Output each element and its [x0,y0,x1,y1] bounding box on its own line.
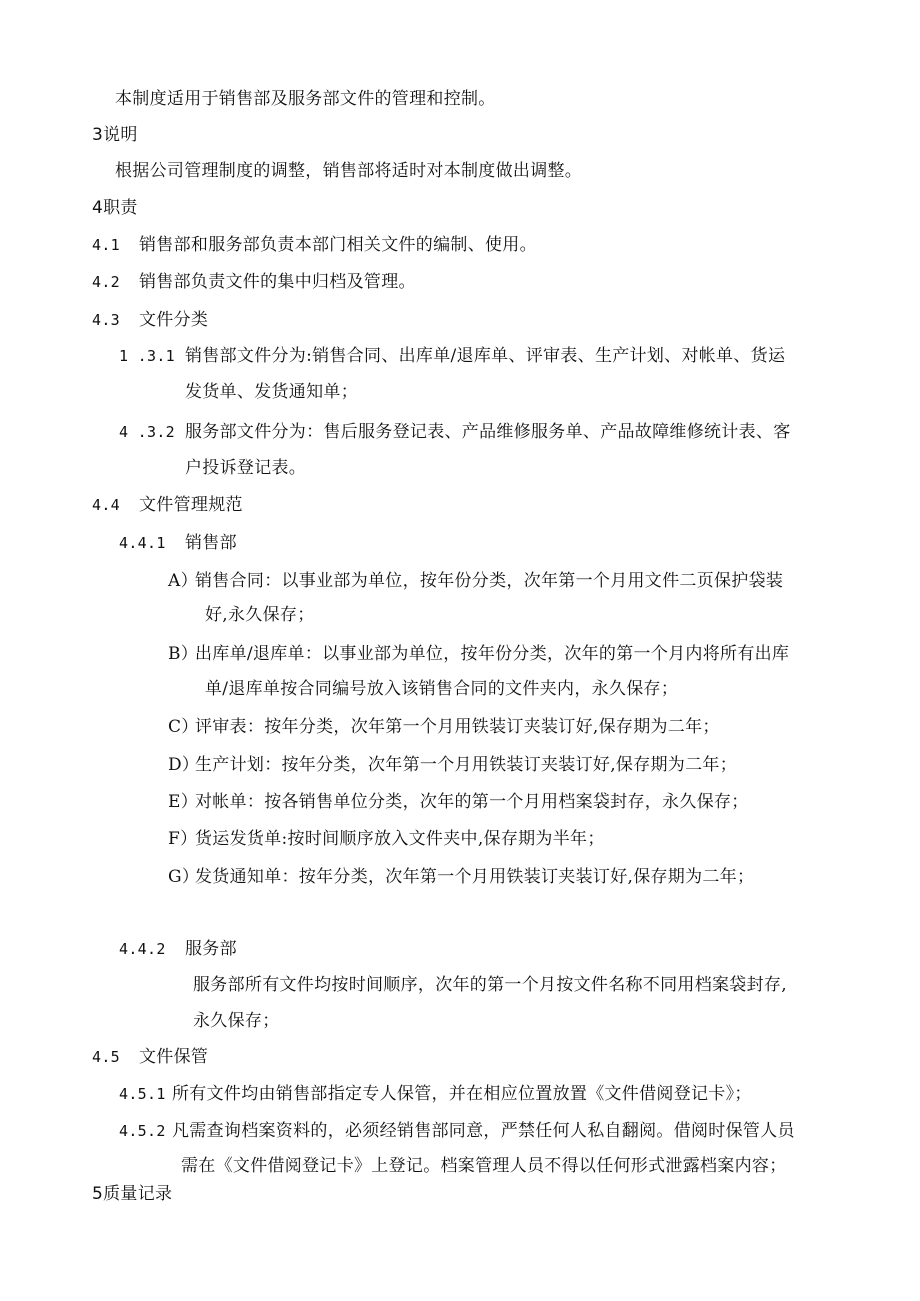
list-item-label: D） [168,755,200,775]
item-4-3-2-line1: 服务部文件分为：售后服务登记表、产品维修服务单、产品故障维修统计表、客 [185,422,791,442]
list-item-label: C） [168,717,199,737]
section-4-heading: 4职责 [92,198,138,218]
item-4-5-1-number: 4.5.1 [119,1085,166,1103]
scope-text: 本制度适用于销售部及服务部文件的管理和控制。 [115,89,496,109]
list-item-text: 评审表：按年分类，次年第一个月用铁装订夹装订好,保存期为二年； [195,717,720,737]
list-item-label: F） [168,829,198,849]
item-4-4-number: 4.4 [92,496,120,514]
item-4-1-text: 销售部和服务部负责本部门相关文件的编制、使用。 [139,235,537,255]
item-4-4-2-line1: 服务部所有文件均按时间顺序，次年的第一个月按文件名称不同用档案袋封存, [193,975,787,995]
list-item-text: 出库单/退库单：以事业部为单位，按年份分类，次年的第一个月内将所有出库 [195,644,790,664]
item-4-5-2-line2: 需在《文件借阅登记卡》上登记。档案管理人员不得以任何形式泄露档案内容； [181,1156,787,1176]
section-3-heading: 3说明 [92,125,138,145]
item-4-3-1-line1: 销售部文件分为:销售合同、出库单/退库单、评审表、生产计划、对帐单、货运 [185,346,786,366]
item-4-3-title: 文件分类 [139,310,209,330]
item-4-4-1-title: 销售部 [185,533,237,553]
list-item-text: 货运发货单:按时间顺序放入文件夹中,保存期为半年； [195,829,605,849]
item-4-1-number: 4.1 [92,236,120,254]
list-item-label: A） [168,571,198,591]
item-4-4-title: 文件管理规范 [139,495,243,515]
list-item-text: 生产计划：按年分类，次年第一个月用铁装订夹装订好,保存期为二年； [195,755,738,775]
item-4-5-title: 文件保管 [139,1047,209,1067]
item-4-2-text: 销售部负责文件的集中归档及管理。 [139,272,416,292]
list-item-label: G） [168,867,200,887]
item-4-2-number: 4.2 [92,273,120,291]
item-4-3-2-number: 4 .3.2 [119,423,175,441]
section-5-heading: 5质量记录 [92,1184,173,1204]
list-item-text: 对帐单：按各销售单位分类，次年的第一个月用档案袋封存，永久保存； [195,792,749,812]
item-4-3-1-number: 1 .3.1 [119,347,175,365]
item-4-3-2-line2: 户投诉登记表。 [185,458,307,478]
section-3-body: 根据公司管理制度的调整，销售部将适时对本制度做出调整。 [115,161,583,181]
item-4-4-2-number: 4.4.2 [119,940,166,958]
item-4-4-2-line2: 永久保存； [193,1011,280,1031]
item-4-3-number: 4.3 [92,311,120,329]
list-item-label: B） [168,644,199,664]
list-item-label: E） [168,792,199,812]
item-4-5-2-line1: 凡需查询档案资料的，必须经销售部同意，严禁任何人私自翻阅。借阅时保管人员 [172,1121,795,1141]
item-4-4-1-number: 4.4.1 [119,534,166,552]
list-item-text: 销售合同：以事业部为单位，按年份分类，次年第一个月用文件二页保护袋装 [195,571,784,591]
item-4-5-number: 4.5 [92,1048,120,1066]
item-4-5-2-number: 4.5.2 [119,1122,166,1140]
list-item-text-cont: 好,永久保存； [205,605,315,625]
item-4-5-1-text: 所有文件均由销售部指定专人保管，并在相应位置放置《文件借阅登记卡》； [172,1084,752,1104]
list-item-text-cont: 单/退库单按合同编号放入该销售合同的文件夹内，永久保存； [205,679,679,699]
list-item-text: 发货通知单：按年分类，次年第一个月用铁装订夹装订好,保存期为二年； [195,867,755,887]
item-4-3-1-line2: 发货单、发货通知单； [185,382,358,402]
item-4-4-2-title: 服务部 [185,939,237,959]
